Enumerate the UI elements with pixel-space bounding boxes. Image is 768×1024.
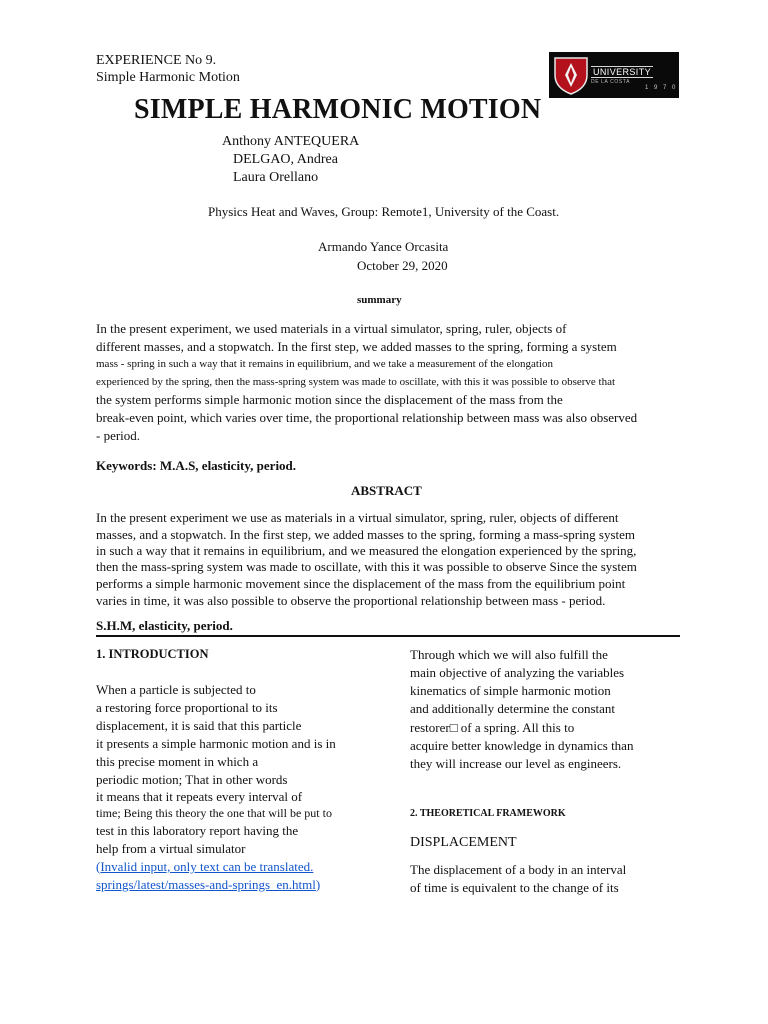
abstract-line: In the present experiment we use as materials in a virtual simulator, spring, ruler, objects of different [96, 510, 619, 525]
document-title: SIMPLE HARMONIC MOTION [134, 94, 542, 125]
experience-number: EXPERIENCE No 9. [96, 53, 217, 68]
summary-line: the system performs simple harmonic motion since the displacement of the mass from the [96, 392, 563, 407]
date: October 29, 2020 [357, 258, 448, 273]
displacement-line: The displacement of a body in an interval [410, 862, 627, 877]
simulator-link-line-1 [96, 858, 341, 875]
abstract-heading: ABSTRACT [351, 483, 422, 498]
displacement-line: of time is equivalent to the change of its [410, 880, 619, 895]
right-col-line: kinematics of simple harmonic motion [410, 683, 611, 698]
right-col-line: they will increase our level as engineers. [410, 756, 622, 771]
simulator-link[interactable]: Invalid input, only text can be translated. [100, 859, 314, 874]
abstract-line: varies in time, it was also possible to observe the proportional relationship between mass - period. [96, 593, 606, 608]
experience-subtitle: Simple Harmonic Motion [96, 70, 240, 85]
intro-line: test in this laboratory report having the [96, 823, 299, 838]
intro-line: it presents a simple harmonic motion and is in [96, 736, 336, 751]
displacement-heading: DISPLACEMENT [410, 835, 517, 850]
simulator-link-line-2 [96, 876, 320, 893]
intro-line: a restoring force proportional to its [96, 700, 278, 715]
abstract-line: masses, and a stopwatch. In the first step, we added masses to the spring, forming a mass-spring system [96, 527, 636, 542]
summary-line: different masses, and a stopwatch. In the first step, we added masses to the spring, forming a system [96, 339, 617, 354]
summary-line: In the present experiment, we used materials in a virtual simulator, spring, ruler, objects of [96, 321, 567, 336]
section-divider [96, 635, 680, 637]
intro-line: it means that it repeats every interval of [96, 789, 303, 804]
university-subname: DE LA COSTA [591, 79, 631, 85]
right-col-line: restorer□ of a spring. All this to [410, 720, 575, 735]
author-2: DELGAO, Andrea [233, 152, 338, 167]
right-col-line: main objective of analyzing the variables [410, 665, 625, 680]
intro-line: periodic motion; That in other words [96, 772, 288, 787]
intro-line: help from a virtual simulator [96, 841, 246, 856]
abstract-keywords: S.H.M, elasticity, period. [96, 618, 233, 633]
summary-line: mass - spring in such a way that it remains in equilibrium, and we take a measurement of the elongation [96, 358, 553, 370]
summary-keywords: Keywords: M.A.S, elasticity, period. [96, 458, 297, 473]
author-3: Laura Orellano [233, 170, 319, 185]
right-col-line: Through which we will also fulfill the [410, 647, 608, 662]
summary-line: break-even point, which varies over time, the proportional relationship between mass was also observed [96, 410, 638, 425]
link-paren-close: ) [315, 877, 321, 892]
simulator-link-url[interactable]: springs/latest/masses-and-springs_en.html [96, 877, 316, 892]
affiliation: Physics Heat and Waves, Group: Remote1, University of the Coast. [208, 204, 560, 219]
abstract-line: performs a simple harmonic movement since the displacement of the mass from the equilibrium point [96, 576, 626, 591]
intro-line: When a particle is subjected to [96, 682, 256, 697]
theoretical-framework-heading: 2. THEORETICAL FRAMEWORK [410, 808, 566, 819]
intro-line: time; Being this theory the one that will be put to [96, 806, 332, 820]
university-shield-icon [553, 55, 589, 95]
intro-line: this precise moment in which a [96, 754, 259, 769]
introduction-heading: 1. INTRODUCTION [96, 647, 209, 661]
intro-line: displacement, it is said that this particle [96, 718, 302, 733]
abstract-line: then the mass-spring system was made to oscillate, with this it was possible to observe Since the system [96, 559, 637, 574]
summary-heading: summary [357, 294, 402, 306]
university-logo [549, 52, 679, 98]
university-name: UNIVERSITY [593, 67, 652, 77]
summary-line: - period. [96, 428, 141, 443]
link-paren-open: ( [96, 859, 101, 874]
abstract-line: in such a way that it remains in equilibrium, and we measured the elongation experienced by the spring, [96, 543, 637, 558]
author-1: Anthony ANTEQUERA [222, 134, 360, 149]
summary-line: experienced by the spring, then the mass-spring system was made to oscillate, with this it was possible to observe that [96, 376, 616, 388]
professor: Armando Yance Orcasita [318, 239, 449, 254]
right-col-line: acquire better knowledge in dynamics than [410, 738, 634, 753]
university-year: 1 9 7 0 [645, 85, 678, 91]
right-col-line: and additionally determine the constant [410, 701, 616, 716]
